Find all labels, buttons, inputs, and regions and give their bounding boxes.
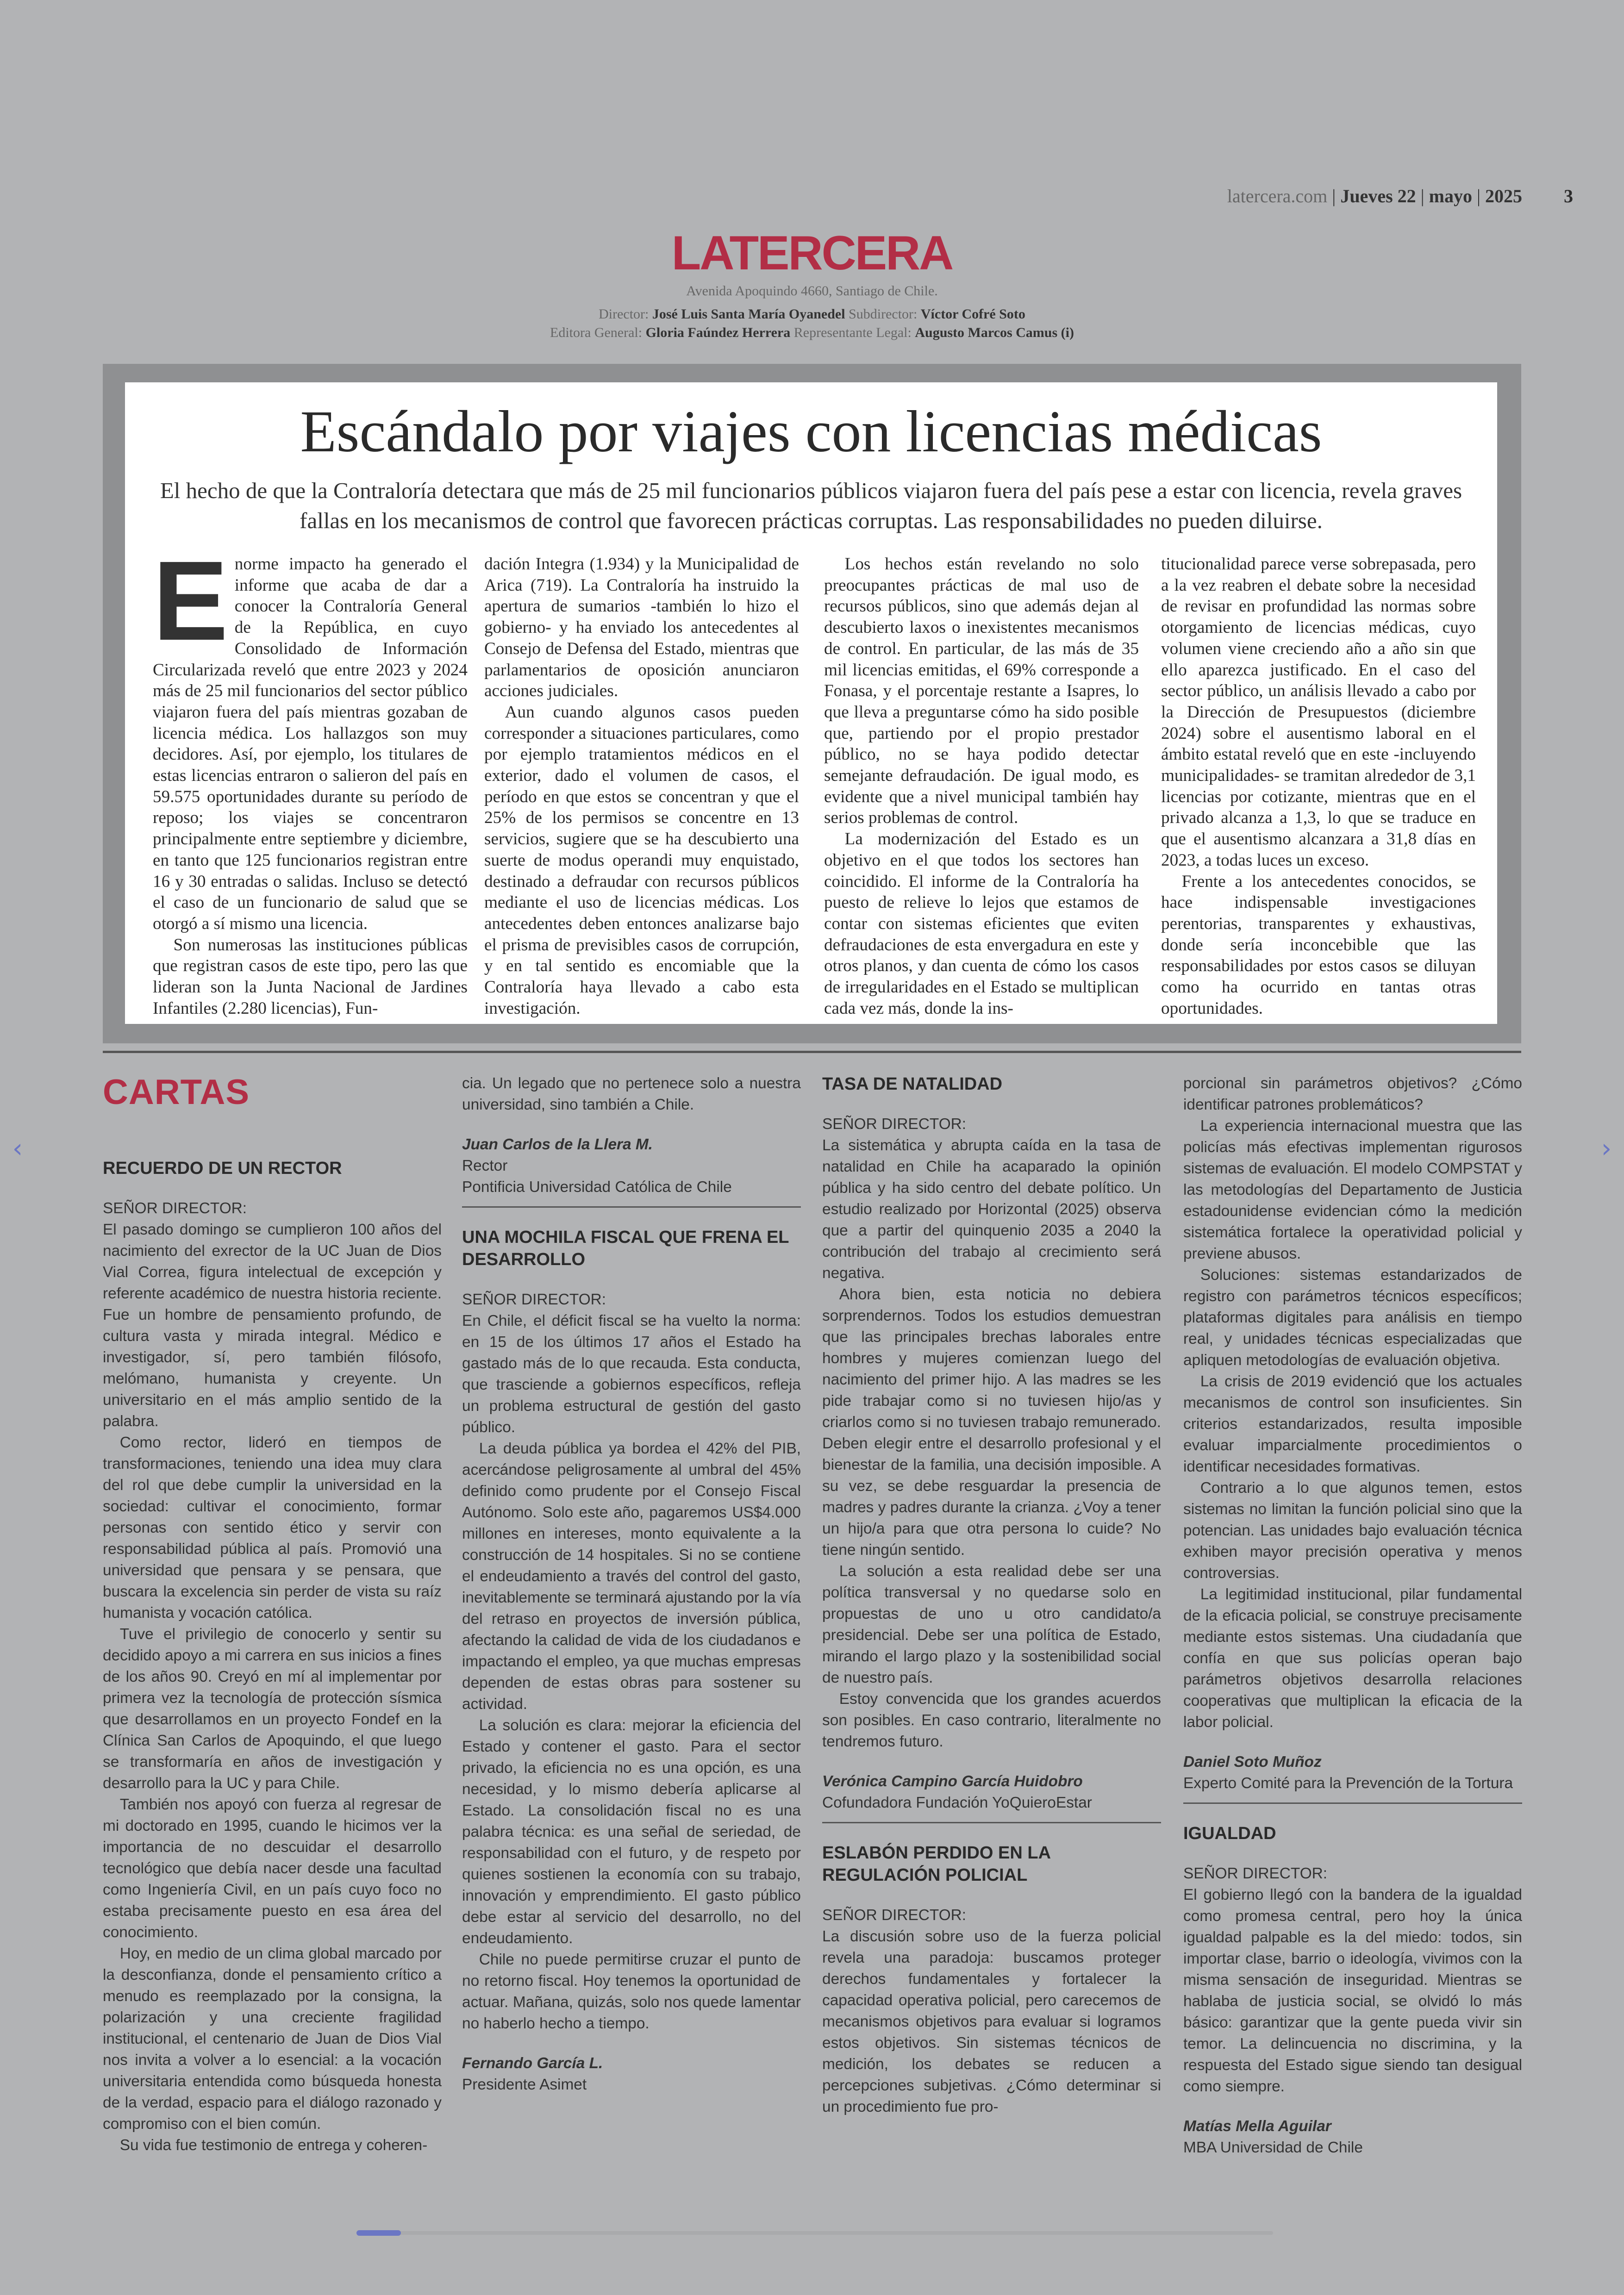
masthead-address: Avenida Apoquindo 4660, Santiago de Chile. (686, 283, 938, 299)
date-year: 2025 (1485, 186, 1522, 206)
letter-heading: TASA DE NATALIDAD (822, 1074, 1003, 1094)
masthead-editors: Editora General: Gloria Faúndez Herrera Representante Legal: Augusto Marcos Camus (i) (550, 325, 1074, 340)
newspaper-logo: LATERCERA (671, 226, 953, 280)
salutation: SEÑOR DIRECTOR: (822, 1907, 967, 1924)
editorial-column-4: titucionalidad parece verse sobrepasada, pero a la vez reabren el debate sobre la necesidad de revisar en profundidad las normas sobre otorgamiento de licencias médicas, cuyo volumen viene creciendo año a año sin que ello aparezca justificado. En el caso del sector público, un análisis llevado a cabo por la Dirección de Presupuestos (diciembre 2024) sobre el ausentismo laboral en el ámbito estatal reveló que en este -incluyendo municipalidades- se tramitan alrededor de 3,1 licencias por cotizante, mientras que en el privado alcanza a 1,3, lo que se traduce en que el ausentismo alcanzara a 31,8 días en 2023, a todas luces un exceso. Frente a los antecedentes conocidos, se hace indispensable investigaciones perentorias, transparentes y exhaustivas, donde sería inconcebible que las responsabilidades por estos casos se diluyan como ha ocurrido en tantas otras oportunidades. (1161, 555, 1476, 1018)
date-line: latercera.com | Jueves 22 | mayo | 2025 (1227, 186, 1522, 206)
cartas-column-4: porcional sin parámetros objetivos? ¿Cómo identificar patrones problemáticos? La experiencia internacional muestra que las policías más efectivas implementan rigurosos sistemas de evaluación. El modelo COMPSTAT y las metodologías del Departamento de Justicia estadounidense evidencian cómo la medición sistemática fortalece la operatividad policial y previene abusos. Soluciones: sistemas estandarizados de registro con parámetros técnicos específicos; plataformas digitales para análisis en tiempo real, y unidades técnicas especializadas que apliquen metodologías de evaluación objetiva. La crisis de 2019 evidenció que los actuales mecanismos de control son insuficientes. Sin criterios estandarizados, resulta imposible evaluar imparcialmente procedimientos o identificar necesidades formativas. Contrario a lo que algunos temen, estos sistemas no limitan la función policial sino que la potencian. Las unidades bajo evaluación técnica exhiben mayor precisión operativa y menos controversias. La legitimidad institucional, pilar fundamental de la eficacia policial, se construye precisamente mediante estos sistemas. Una ciudadanía que confía en que sus policías operan bajo parámetros objetivos desarrolla relaciones cooperativas que multiplican la eficacia de la labor policial. Daniel Soto Muñoz Experto Comité para la Prevención de la Tortura IGUALDAD SEÑOR DIRECTOR: El gobierno llegó con la bandera de la igualdad como promesa central, pero hoy la única igualdad palpable es la del miedo: todos, sin importar clase, barrio o ideología, vivimos con la misma sensación de inseguridad. Mientras se hablaba de justicia social, se olvidó lo más básico: garantizar que la gente pueda vivir sin temor. La delincuencia no discrimina, y la respuesta del Estado sigue siendo tan desigual como siempre. Matías Mella Aguilar MBA Universidad de Chile (1183, 1075, 1522, 2156)
letter-heading: ESLABÓN PERDIDO EN LA REGULACIÓN POLICIAL (822, 1843, 1050, 1885)
date-day: Jueves 22 (1340, 186, 1416, 206)
site-name: latercera.com (1227, 186, 1328, 206)
letter-signer: Verónica Campino García Huidobro (822, 1773, 1083, 1790)
editorial-column-3: Los hechos están revelando no solo preocupantes prácticas de mal uso de recursos públicos, sino que además dejan al descubierto laxos o inexistentes mecanismos de control. En particular, de las más de 35 mil licencias emitidas, el 69% corresponde a Fonasa, y el porcentaje restante a Isapres, lo que lleva a preguntarse cómo ha sido posible que, partiendo por el propio prestador público, no se haya podido detectar semejante defraudación. De igual modo, es evidente que a nivel municipal también hay serios problemas de control. La modernización del Estado es un objetivo en el que todos los sectores han coincidido. El informe de la Contraloría ha puesto de relieve lo lejos que estamos de contar con sistemas eficientes que eviten defraudaciones de esta envergadura en este y otros planos, y dan cuenta de cómo los casos de irregularidades en el Estado se multiplican cada vez más, donde la ins- (824, 555, 1139, 1018)
letter-signer: Daniel Soto Muñoz (1183, 1753, 1322, 1771)
masthead-directors: Director: José Luis Santa María Oyanedel Subdirector: Víctor Cofré Soto (599, 306, 1025, 322)
drop-cap: E (153, 537, 228, 664)
letter-signer: Matías Mella Aguilar (1183, 2118, 1331, 2135)
editorial-column-1: Enorme impacto ha generado el informe que acaba de dar a conocer la Contraloría General de la República, en cuyo Consolidado de Información Circularizada reveló que entre 2023 y 2024 más de 25 mil funcionarios del sector público viajaron fuera del país mientras gozaban de licencia médica. Los hallazgos son muy decidores. Así, por ejemplo, los titulares de estas licencias entraron o salieron del país en 59.575 oportunidades durante su período de reposo; los viajes se concentraron principalmente entre septiembre y diciembre, en tanto que 125 funcionarios registran entre 16 y 30 entradas o salidas. Incluso se detectó el caso de un funcionario de salud que se otorgó a sí mismo una licencia. Son numerosas las instituciones públicas que registran casos de este tipo, pero las que lideran son la Junta Nacional de Jardines Infantiles (2.280 licencias), Fun- (153, 537, 468, 1018)
page-number: 3 (1564, 186, 1573, 206)
letter-heading: RECUERDO DE UN RECTOR (103, 1159, 342, 1178)
letter-signer: Juan Carlos de la Llera M. (462, 1136, 653, 1153)
cartas-section-title: CARTAS (103, 1073, 250, 1112)
letter-heading: IGUALDAD (1183, 1824, 1276, 1843)
editorial-column-2: dación Integra (1.934) y la Municipalidad de Arica (719). La Contraloría ha instruido la apertura de sumarios -también lo hizo el gobierno- y ha enviado los antecedentes al Consejo de Defensa del Estado, mientras que parlamentarios de oposición anunciaron acciones judiciales. Aun cuando algunos casos pueden corresponder a situaciones particulares, como por ejemplo tratamientos médicos en el exterior, dado el volumen de casos, el período en que estos se concentran y que el 25% de los permisos se concentre en 13 servicios, sugiere que se ha descubierto una suerte de modus operandi muy enquistado, destinado a defraudar con recursos públicos mediante el uso de licencias médicas. Los antecedentes deben entonces analizarse bajo el prisma de previsibles casos de corrupción, y en tal sentido es encomiable que la Contraloría haya llevado a cabo esta investigación. (484, 555, 799, 1018)
salutation: SEÑOR DIRECTOR: (103, 1200, 247, 1217)
salutation: SEÑOR DIRECTOR: (462, 1291, 606, 1308)
cartas-column-1: RECUERDO DE UN RECTOR SEÑOR DIRECTOR: El pasado domingo se cumplieron 100 años del nacimiento del exrector de la UC Juan de Dios Vial Correa, figura intelectual de excepción y referente académico de nuestra historia reciente. Fue un hombre de pensamiento profundo, de cultura vasta y mirada integral. Médico e investigador, sí, pero también filósofo, melómano, humanista y creyente. Un universitario en el más amplio sentido de la palabra. Como rector, lideró en tiempos de transformaciones, teniendo una idea muy clara del rol que debe cumplir la universidad en la sociedad: cultivar el conocimiento, formar personas con sentido ético y servir con responsabilidad pública al país. Promovió una universidad que pensara y se pensara, que buscara la excelencia sin perder de vista su raíz humanista y vocación católica. Tuve el privilegio de conocerlo y sentir su decidido apoyo a mi carrera en sus inicios a fines de los años 90. Creyó en mí al implementar por primera vez la tecnología de protección sísmica que desarrollamos en un proyecto Fondef en la Clínica San Carlos de Apoquindo, el que luego se transformaría en años de investigación y desarrollo para la UC y para Chile. También nos apoyó con fuerza al regresar de mi doctorado en 1995, cuando le hicimos ver la importancia de no descuidar el desarrollo tecnológico que debía nacer desde una facultad como Ingeniería Civil, en un país cuyo foco no estaba precisamente puesto en esa área del conocimiento. Hoy, en medio de un clima global marcado por la desconfianza, donde el pensamiento crítico a menudo es reemplazado por la consigna, la polarización y una creciente fragilidad institucional, el centenario de Juan de Dios Vial nos invita a volver a lo esencial: a la vocación universitaria entendida como búsqueda honesta de la verdad, espacio para el diálogo razonado y compromiso con el bien común. Su vida fue testimonio de entrega y coheren- (103, 1157, 442, 2156)
section-divider (103, 1051, 1521, 1053)
salutation: SEÑOR DIRECTOR: (1183, 1865, 1328, 1882)
cartas-column-2: cia. Un legado que no pertenece solo a nuestra universidad, sino también a Chile. Juan Carlos de la Llera M. Rector Pontificia Universidad Católica de Chile UNA MOCHILA FISCAL QUE FRENA EL DESARROLLO SEÑOR DIRECTOR: En Chile, el déficit fiscal se ha vuelto la norma: en 15 de los últimos 17 años el Estado ha gastado más de lo que recauda. Esta conducta, que trasciende a gobiernos específicos, refleja un problema estructural de gestión del gasto público. La deuda pública ya bordea el 42% del PIB, acercándose peligrosamente al umbral del 45% definido como prudente por el Consejo Fiscal Autónomo. Solo este año, pagaremos US$4.000 millones en intereses, monto equivalente a la construcción de 14 hospitales. Si no se contiene el endeudamiento a través del control del gasto, inevitablemente se terminará ajustando por la vía del retraso en proyectos de inversión pública, afectando la calidad de vida de los ciudadanos e impactando el empleo, ya que muchas empresas dependen de estas obras para sostener su actividad. La solución es clara: mejorar la eficiencia del Estado y contener el gasto. Para el sector privado, la eficiencia no es una opción, es una necesidad, y lo mismo debería aplicarse al Estado. La consolidación fiscal no es una palabra técnica: es una señal de seriedad, de responsabilidad con el futuro, y de respeto por quienes sostienen la economía con su trabajo, innovación y emprendimiento. El gasto público debe estar al servicio del desarrollo, no del endeudamiento. Chile no puede permitirse cruzar el punto de no retorno fiscal. Hoy tenemos la oportunidad de actuar. Mañana, quizás, solo nos quede lamentar no haberlo hecho a tiempo. Fernando García L. Presidente Asimet (462, 1075, 801, 2093)
salutation: SEÑOR DIRECTOR: (822, 1116, 967, 1133)
letter-signer: Fernando García L. (462, 2055, 603, 2072)
prev-page-chevron-icon[interactable]: ‹ (12, 1134, 23, 1164)
editorial-subtitle: El hecho de que la Contraloría detectara que más de 25 mil funcionarios públicos viajaron fuera del país pese a estar con licencia, revela graves fallas en los mecanismos de control que favorecen prácticas corruptas. Las responsabilidades no pueden diluirse. (160, 478, 1462, 533)
page-scrollbar[interactable] (356, 2231, 1273, 2235)
editorial-title: Escándalo por viajes con licencias médicas (300, 399, 1322, 464)
next-page-chevron-icon[interactable]: › (1601, 1134, 1612, 1164)
date-month: mayo (1429, 186, 1472, 206)
cartas-column-3: TASA DE NATALIDAD SEÑOR DIRECTOR: La sistemática y abrupta caída en la tasa de natalidad en Chile ha acaparado la opinión pública y ha sido centro del debate político. Un estudio realizado por Horizontal (2025) observa que a partir del quinquenio 2035 a 2040 la contribución del trabajo al crecimiento será negativa. Ahora bien, esta noticia no debiera sorprendernos. Todos los estudios demuestran que las principales brechas laborales entre hombres y mujeres comienzan luego del nacimiento del primer hijo. A las madres se les pide trabajar como si no tuviesen hijo/as y criarlos como si no tuviesen trabajo remunerado. Deben elegir entre el desarrollo profesional y el bienestar de la familia, una decisión imposible. A su vez, se debe resguardar la presencia de madres y padres durante la crianza. ¿Voy a tener un hijo/a para que otra persona lo cuide? No tiene ningún sentido. La solución a esta realidad debe ser una política transversal y no quedarse solo en propuestas de uno u otro candidato/a presidencial. Debe ser una política de Estado, mirando el largo plazo y la sostenibilidad social de nuestro país. Estoy convencida que los grandes acuerdos son posibles. En caso contrario, literalmente no tendremos futuro. Verónica Campino García Huidobro Cofundadora Fundación YoQuieroEstar ESLABÓN PERDIDO EN LA REGULACIÓN POLICIAL SEÑOR DIRECTOR: La discusión sobre uso de la fuerza policial revela una paradoja: buscamos proteger derechos fundamentales y fortalecer la capacidad operativa policial, pero carecemos de mecanismos objetivos para evaluar si logramos estos objetivos. Sin sistemas técnicos de medición, los debates se reducen a percepciones subjetivas. ¿Cómo determinar si un procedimiento fue pro- (822, 1073, 1161, 2118)
page-scrollbar-thumb[interactable] (356, 2230, 401, 2236)
letter-heading: UNA MOCHILA FISCAL QUE FRENA EL DESARROLLO (462, 1228, 789, 1269)
